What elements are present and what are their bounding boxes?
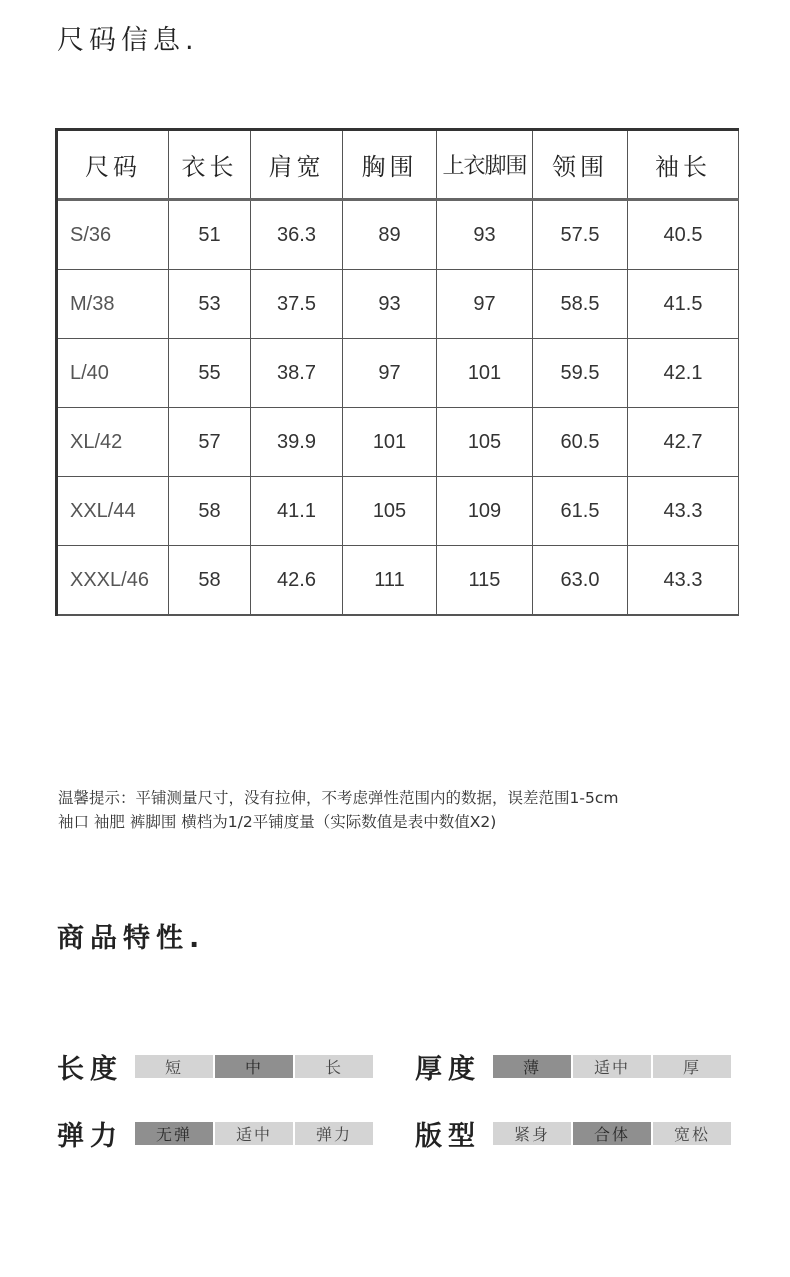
feature-option: 短	[135, 1055, 213, 1078]
table-cell: 101	[343, 408, 437, 477]
table-row	[57, 270, 739, 339]
size-cell: XL/42	[57, 408, 169, 477]
size-cell: L/40	[57, 339, 169, 408]
table-cell: 61.5	[533, 477, 628, 546]
feature-option: 宽松	[653, 1122, 731, 1145]
header-size: 尺码	[57, 130, 169, 200]
feature-option: 厚	[653, 1055, 731, 1078]
table-cell: 58	[169, 546, 251, 616]
table-cell: 55	[169, 339, 251, 408]
table-cell: 43.3	[628, 546, 739, 616]
feature-option: 薄	[493, 1055, 571, 1078]
feature-options	[493, 1122, 731, 1145]
feature-fit	[415, 1114, 731, 1153]
table-cell: 58.5	[533, 270, 628, 339]
feature-label: 长度	[57, 1054, 123, 1085]
table-cell: 57	[169, 408, 251, 477]
feature-option: 中	[215, 1055, 293, 1078]
table-cell: 60.5	[533, 408, 628, 477]
size-cell: M/38	[57, 270, 169, 339]
table-cell: 93	[343, 270, 437, 339]
table-cell: 93	[437, 200, 533, 270]
feature-options	[493, 1055, 731, 1078]
feature-options	[135, 1055, 373, 1078]
table-row	[57, 546, 739, 616]
table-row	[57, 477, 739, 546]
table-cell: 41.1	[251, 477, 343, 546]
feature-length	[57, 1047, 373, 1086]
table-cell: 105	[343, 477, 437, 546]
table-cell: 38.7	[251, 339, 343, 408]
table-header-row	[57, 130, 739, 200]
note-line-1: 温馨提示：平铺测量尺寸，没有拉伸，不考虑弹性范围内的数据，误差范围1-5cm	[58, 789, 619, 807]
header-collar: 领围	[533, 130, 628, 200]
table-row	[57, 200, 739, 270]
feature-label: 弹力	[57, 1121, 123, 1152]
table-cell: 39.9	[251, 408, 343, 477]
feature-option: 适中	[573, 1055, 651, 1078]
table-cell: 97	[437, 270, 533, 339]
table-cell: 42.7	[628, 408, 739, 477]
table-cell: 59.5	[533, 339, 628, 408]
table-cell: 36.3	[251, 200, 343, 270]
table-cell: 58	[169, 477, 251, 546]
table-row	[57, 408, 739, 477]
table-cell: 37.5	[251, 270, 343, 339]
feature-option: 适中	[215, 1122, 293, 1145]
feature-option: 弹力	[295, 1122, 373, 1145]
table-cell: 101	[437, 339, 533, 408]
measurement-note	[58, 786, 758, 834]
table-cell: 42.1	[628, 339, 739, 408]
size-cell: XXXL/46	[57, 546, 169, 616]
table-cell: 111	[343, 546, 437, 616]
note-line-2: 袖口 袖肥 裤脚围 横档为1/2平铺度量（实际数值是表中数值X2)	[58, 813, 497, 831]
feature-options	[135, 1122, 373, 1145]
table-cell: 53	[169, 270, 251, 339]
feature-elasticity	[57, 1114, 373, 1153]
feature-option: 合体	[573, 1122, 651, 1145]
feature-label: 版型	[415, 1121, 481, 1152]
size-info-title: 尺码信息.	[57, 25, 199, 56]
table-cell: 97	[343, 339, 437, 408]
table-cell: 105	[437, 408, 533, 477]
size-cell: XXL/44	[57, 477, 169, 546]
feature-option: 紧身	[493, 1122, 571, 1145]
table-cell: 42.6	[251, 546, 343, 616]
header-hem: 上衣脚围	[437, 130, 533, 200]
table-cell: 43.3	[628, 477, 739, 546]
table-cell: 40.5	[628, 200, 739, 270]
table-cell: 63.0	[533, 546, 628, 616]
table-cell: 109	[437, 477, 533, 546]
header-length: 衣长	[169, 130, 251, 200]
feature-label: 厚度	[415, 1054, 481, 1085]
table-cell: 41.5	[628, 270, 739, 339]
table-cell: 51	[169, 200, 251, 270]
header-chest: 胸围	[343, 130, 437, 200]
table-cell: 89	[343, 200, 437, 270]
feature-option: 无弹	[135, 1122, 213, 1145]
size-cell: S/36	[57, 200, 169, 270]
product-features-title: 商品特性.	[57, 923, 206, 954]
table-cell: 115	[437, 546, 533, 616]
feature-thickness	[415, 1047, 731, 1086]
size-chart-table	[55, 128, 739, 616]
header-sleeve: 袖长	[628, 130, 739, 200]
header-shoulder: 肩宽	[251, 130, 343, 200]
table-row	[57, 339, 739, 408]
table-cell: 57.5	[533, 200, 628, 270]
feature-option: 长	[295, 1055, 373, 1078]
